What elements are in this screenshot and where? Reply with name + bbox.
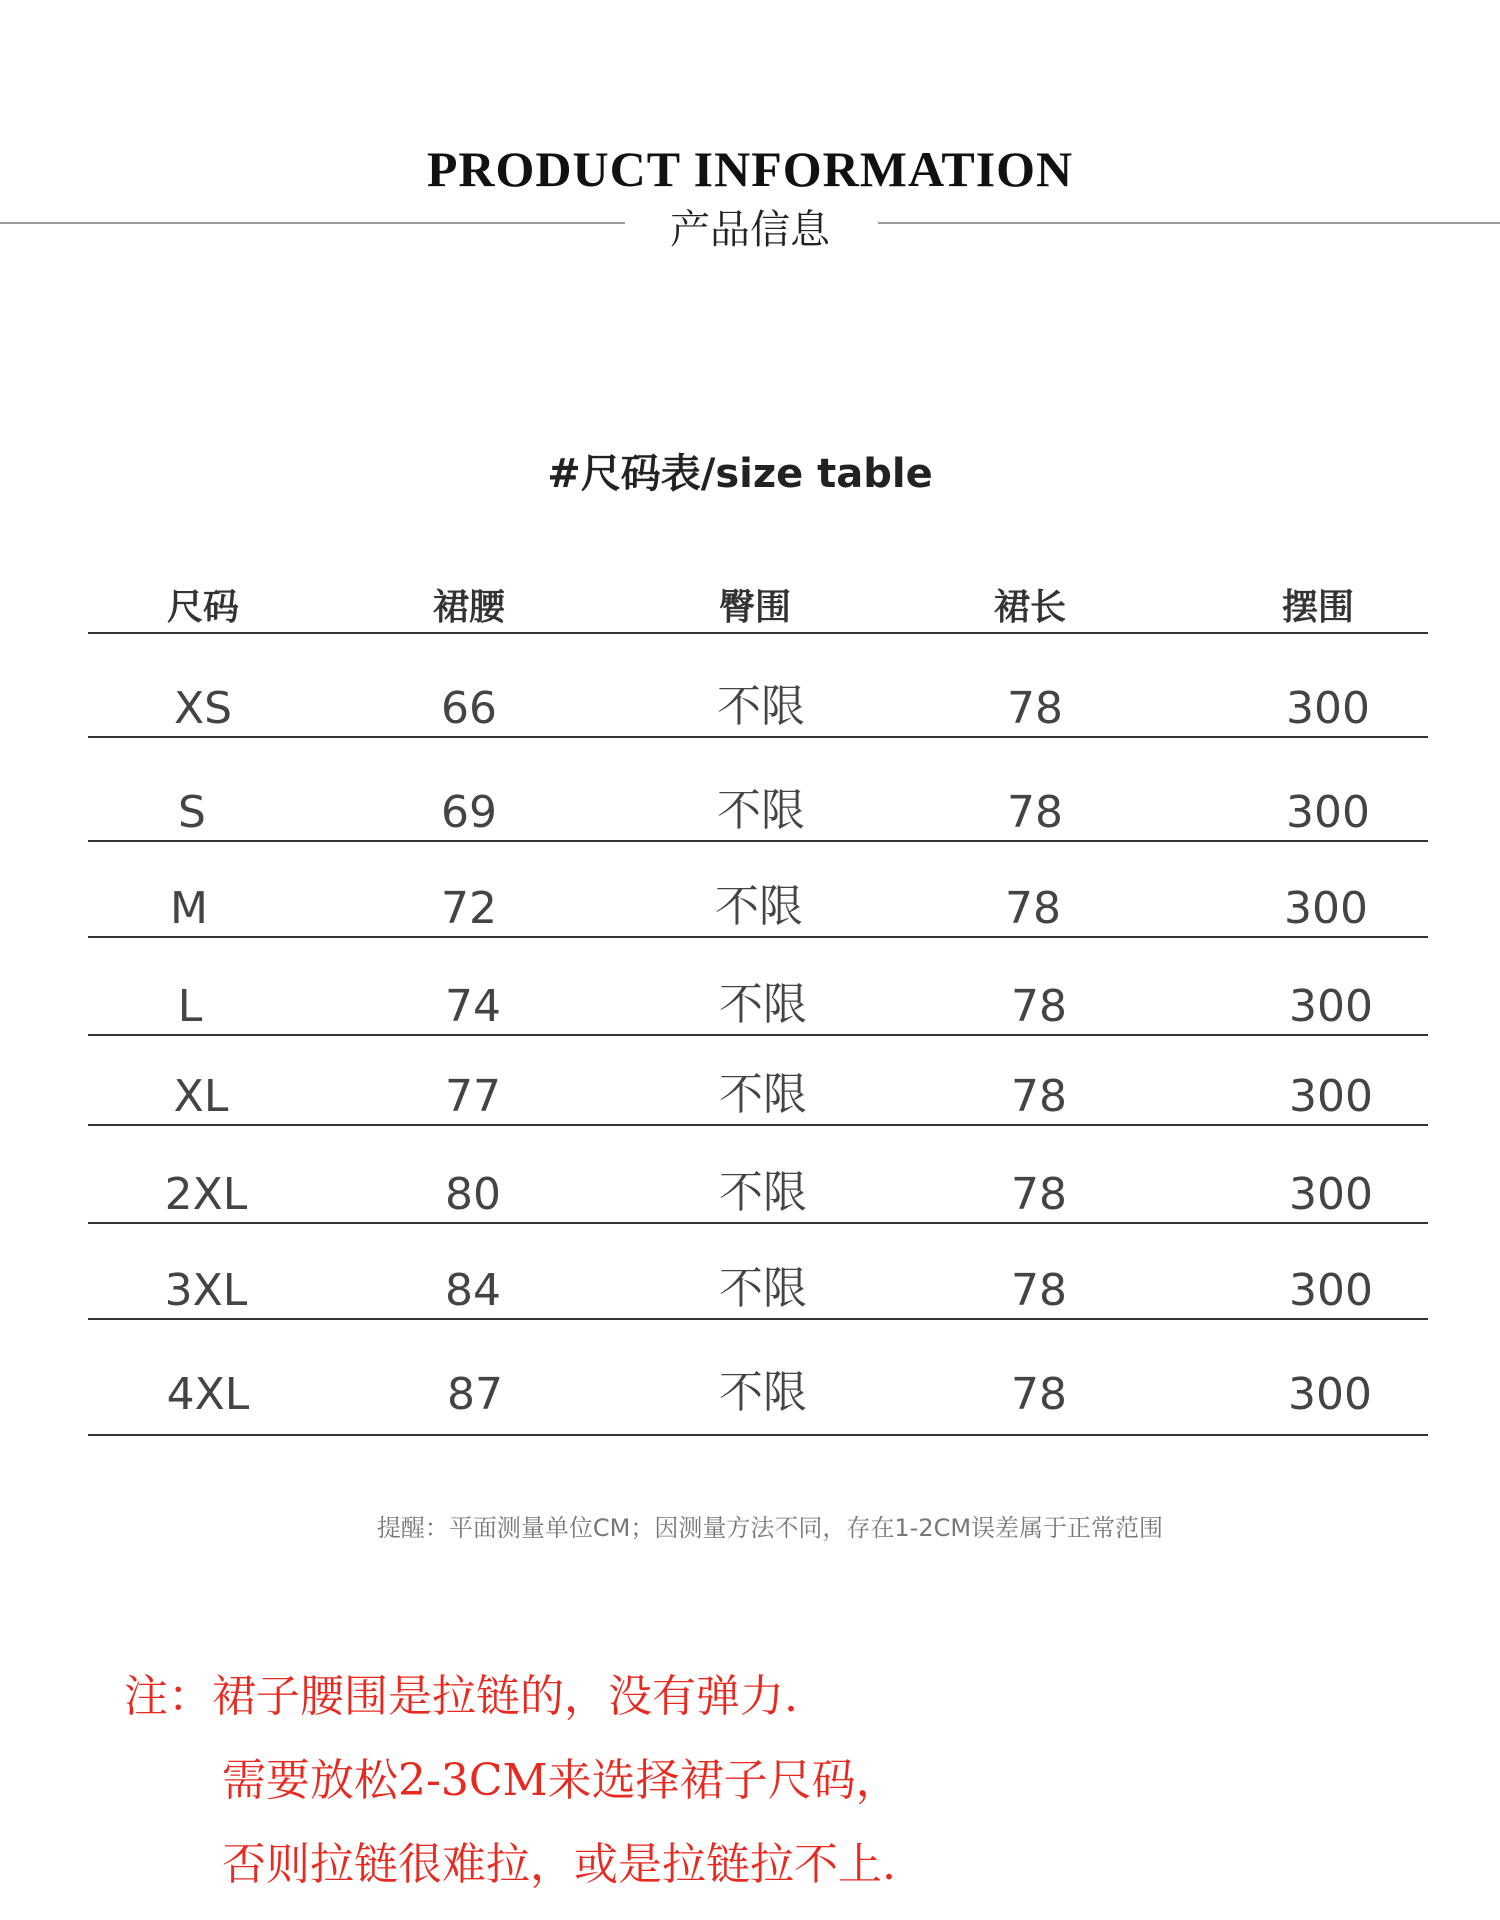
cell-waist: 87 [447, 1369, 503, 1420]
cell-size: 2XL [164, 1169, 248, 1220]
column-header-waist: 裙腰 [432, 587, 505, 628]
cell-length: 78 [1011, 1071, 1067, 1122]
cell-length: 78 [1011, 981, 1067, 1032]
cell-waist: 80 [445, 1169, 501, 1220]
cell-length: 78 [1007, 787, 1063, 838]
cell-hip: 不限 [719, 1263, 807, 1314]
cell-hip: 不限 [719, 1367, 807, 1418]
table-row [88, 1036, 1428, 1126]
cell-hem: 300 [1289, 1071, 1373, 1122]
cell-hem: 300 [1289, 981, 1373, 1032]
column-header-length: 裙长 [993, 587, 1066, 628]
cell-hem: 300 [1289, 1169, 1373, 1220]
cell-length: 78 [1005, 883, 1061, 934]
cell-hem: 300 [1288, 1369, 1372, 1420]
cell-hem: 300 [1284, 883, 1368, 934]
cell-length: 78 [1011, 1265, 1067, 1316]
page-subtitle: 产品信息 [670, 207, 830, 253]
cell-waist: 66 [441, 683, 497, 734]
note-line-2: 需要放松2-3CM来选择裙子尺码， [222, 1755, 900, 1806]
cell-hip: 不限 [715, 881, 803, 932]
cell-waist: 84 [445, 1265, 501, 1316]
measurement-reminder: 提醒：平面测量单位CM；因测量方法不同，存在1-2CM误差属于正常范围 [376, 1514, 1164, 1542]
cell-hem: 300 [1289, 1265, 1373, 1316]
table-row [88, 842, 1428, 938]
cell-size: 3XL [164, 1265, 248, 1316]
cell-size: XS [173, 683, 233, 734]
cell-hip: 不限 [717, 681, 805, 732]
cell-size: M [170, 883, 208, 934]
column-header-size: 尺码 [166, 587, 239, 628]
note-line-1: 注：裙子腰围是拉链的，没有弹力. [124, 1671, 798, 1722]
table-row [88, 1224, 1428, 1320]
cell-length: 78 [1007, 683, 1063, 734]
cell-waist: 72 [441, 883, 497, 934]
cell-waist: 69 [441, 787, 497, 838]
size-table-title: #尺码表/size table [547, 451, 933, 497]
table-row [88, 1320, 1428, 1436]
table-row [88, 738, 1428, 842]
cell-waist: 74 [445, 981, 501, 1032]
cell-hem: 300 [1286, 683, 1370, 734]
cell-length: 78 [1011, 1169, 1067, 1220]
cell-size: S [178, 787, 206, 838]
cell-hip: 不限 [719, 1167, 807, 1218]
cell-size: XL [173, 1071, 229, 1122]
table-row [88, 634, 1428, 738]
cell-hip: 不限 [719, 979, 807, 1030]
note-line-3: 否则拉链很难拉，或是拉链拉不上. [222, 1839, 896, 1890]
cell-size: L [177, 981, 203, 1032]
cell-size: 4XL [166, 1369, 250, 1420]
cell-hip: 不限 [717, 785, 805, 836]
table-row [88, 938, 1428, 1036]
table-header-row [88, 580, 1428, 634]
column-header-hem: 摆围 [1281, 587, 1354, 628]
page-title: PRODUCT INFORMATION [426, 141, 1074, 197]
table-row [88, 1126, 1428, 1224]
column-header-hip: 臀围 [718, 587, 791, 628]
cell-waist: 77 [445, 1071, 501, 1122]
cell-hip: 不限 [719, 1069, 807, 1120]
cell-length: 78 [1011, 1369, 1067, 1420]
cell-hem: 300 [1286, 787, 1370, 838]
